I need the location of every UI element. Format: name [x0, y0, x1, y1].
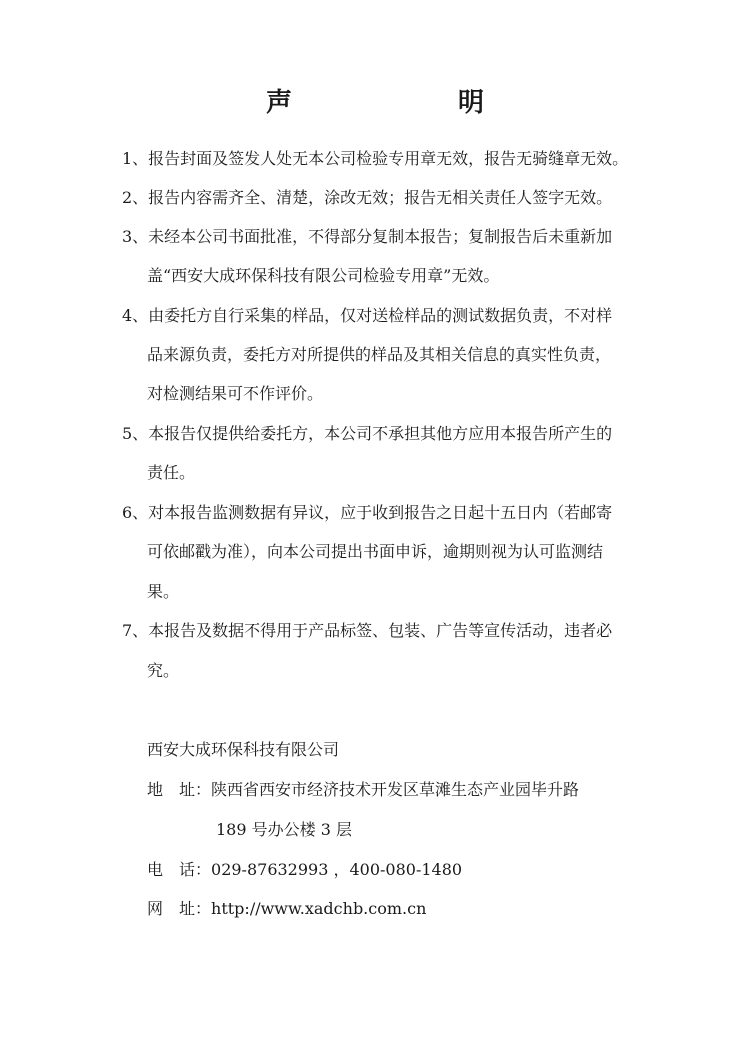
statement-item-4-line-3: 对检测结果可不作评价。 [147, 384, 324, 403]
phone-value: 029-87632993 ，400-080-1480 [211, 860, 463, 879]
statement-item-4-line-1: 4、由委托方自行采集的样品，仅对送检样品的测试数据负责，不对样 [122, 306, 613, 325]
statement-item-7-line-1: 7、本报告及数据不得用于产品标签、包装、广告等宣传活动，违者必 [122, 621, 613, 640]
company-name: 西安大成环保科技有限公司 [147, 740, 340, 759]
statement-item-7-line-2: 究。 [147, 661, 180, 680]
address-line-1: 陕西省西安市经济技术开发区草滩生态产业园毕升路 [211, 780, 580, 799]
address-label: 地 址： [147, 780, 212, 799]
statement-item-3-line-1: 3、未经本公司书面批准，不得部分复制本报告；复制报告后未重新加 [122, 227, 613, 246]
statement-item-6-line-3: 果。 [147, 582, 180, 601]
phone-label: 电 话： [147, 860, 212, 879]
statement-item-3-line-2: 盖“西安大成环保科技有限公司检验专用章”无效。 [147, 266, 500, 285]
website-row [147, 896, 426, 919]
statement-item-6-line-2: 可依邮戳为准），向本公司提出书面申诉，逾期则视为认可监测结 [147, 542, 604, 561]
statement-item-2-line-1: 2、报告内容需齐全、清楚，涂改无效；报告无相关责任人签字无效。 [122, 188, 613, 207]
website-label: 网 址： [147, 899, 212, 918]
statement-item-5-line-2: 责任。 [147, 463, 196, 482]
statement-item-4-line-2: 品来源负责，委托方对所提供的样品及其相关信息的真实性负责， [147, 345, 612, 364]
statement-item-5-line-1: 5、本报告仅提供给委托方，本公司不承担其他方应用本报告所产生的 [122, 424, 613, 443]
address-line-2: 189 号办公楼 3 层 [216, 820, 352, 839]
statement-item-1-line-1: 1、报告封面及签发人处无本公司检验专用章无效，报告无骑缝章无效。 [122, 149, 629, 168]
page-title: 声 明 [265, 88, 554, 118]
address-row [147, 777, 579, 800]
statement-item-6-line-1: 6、对本报告监测数据有异议，应于收到报告之日起十五日内（若邮寄 [122, 503, 613, 522]
phone-row [147, 857, 462, 880]
website-value: http://www.xadchb.com.cn [211, 899, 427, 918]
